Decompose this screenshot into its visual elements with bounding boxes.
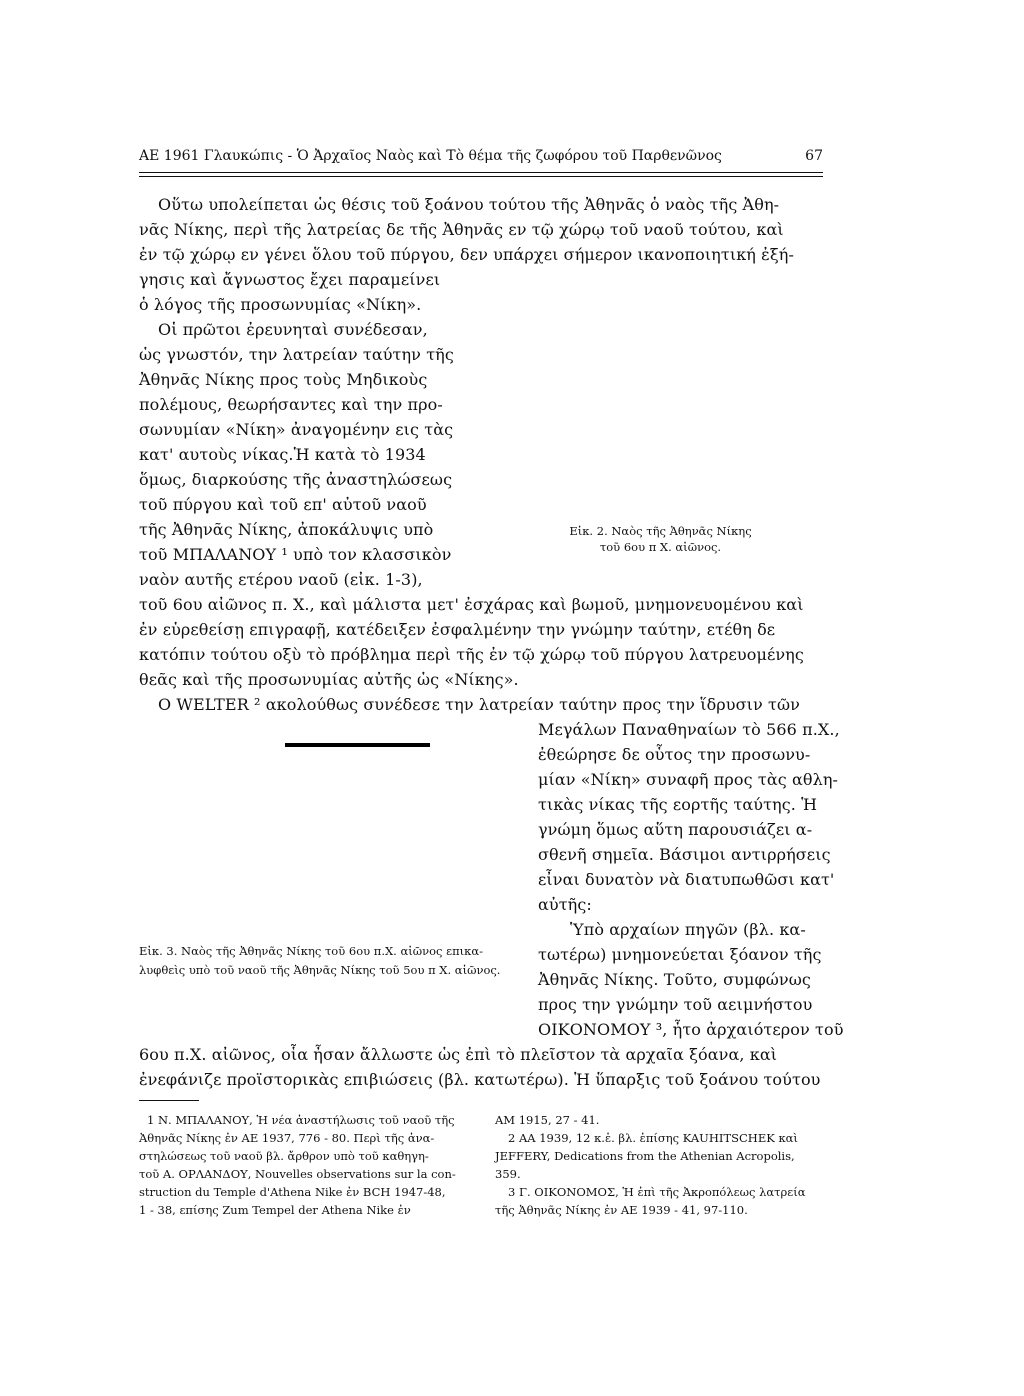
footnote-line: τῆς Ἀθηνᾶς Νίκης ἐν ΑΕ 1939 - 41, 97-110. (495, 1203, 748, 1217)
footnote-line: 1 - 38, επίσης Zum Tempel der Athena Nike ἐν (139, 1203, 411, 1217)
text-line: αὐτῆς: (538, 895, 592, 914)
text-line: μίαν «Νίκη» συναφῆ προς τὰς αθλη- (538, 770, 839, 789)
text-line: τωτέρω) μνημονεύεται ξόανον τῆς (538, 945, 822, 964)
text-line: σθενῆ σημεῖα. Βάσιμοι αντιρρήσεις (538, 845, 831, 864)
text-line: Οἱ πρῶτοι ἐρευνηταὶ συνέδεσαν, (158, 320, 428, 339)
header-rule (139, 172, 823, 173)
text-line: Ἀθηνᾶς Νίκης. Τοῦτο, συμφώνως (538, 970, 811, 989)
text-line: κατ' αυτοὺς νίκας.Ἡ κατὰ τὸ 1934 (139, 445, 426, 464)
footnote-line: τοῦ Α. ΟΡΛΑΝΔΟΥ, Nouvelles observations sur la con- (139, 1167, 456, 1181)
text-line: εἶναι δυνατὸν νὰ διατυπωθῶσι κατ' (538, 870, 835, 889)
text-line: τῆς Ἀθηνᾶς Νίκης, ἀποκάλυψις υπὸ (139, 520, 434, 539)
text-line: Οὕτω υπολείπεται ὡς θέσις τοῦ ξοάνου τούτου τῆς Ἀθηνᾶς ὁ ναὸς τῆς Ἀθη- (158, 195, 780, 214)
text-line: κατόπιν τούτου οξὺ τὸ πρόβλημα περὶ τῆς ἐν τῷ χώρῳ τοῦ πύργου λατρευομένης (139, 645, 804, 664)
text-line: Ἀθηνᾶς Νίκης προς τοὺς Μηδικοὺς (139, 370, 428, 389)
text-line: ἐθεώρησε δε οὗτος την προσωνυ- (538, 745, 811, 764)
text-line: ναὸν αυτῆς ετέρου ναοῦ (εἰκ. 1-3), (139, 570, 423, 589)
text-line: 6ου π.Χ. αἰῶνος, οἷα ἦσαν ἄλλωστε ὡς ἐπὶ τὸ πλεῖστον τὰ αρχαῖα ξόανα, καὶ (139, 1045, 778, 1064)
footnote-rule (139, 1100, 199, 1101)
text-line: ἐν τῷ χώρῳ εν γένει ὅλου τοῦ πύργου, δεν υπάρχει σήμερον ικανοποιητική ἐξή- (139, 245, 794, 264)
text-line: προς την γνώμην τοῦ αειμνήστου (538, 995, 813, 1014)
text-line: Ο WELTER ² ακολούθως συνέδεσε την λατρείαν ταύτην προς την ἵδρυσιν τῶν (158, 695, 800, 714)
caption-line: τοῦ 6ου π Χ. αἰῶνος. (599, 540, 722, 554)
text-line: πολέμους, θεωρήσαντες καὶ την προ- (139, 395, 443, 414)
text-line: τικὰς νίκας τῆς εορτῆς ταύτης. Ἡ (538, 795, 818, 814)
text-line: Μεγάλων Παναθηναίων τὸ 566 π.Χ., (538, 720, 840, 739)
footnote-line: Ἀθηνᾶς Νίκης ἐν ΑΕ 1937, 776 - 80. Περὶ τῆς ἀνα- (139, 1131, 435, 1145)
footnote-line: struction du Temple d'Athena Nike ἐν BCH 1947-48, (139, 1185, 446, 1199)
page-number: 67 (805, 148, 823, 164)
text-line: τοῦ πύργου καὶ τοῦ επ' αὐτοῦ ναοῦ (139, 495, 427, 514)
figure-3-caption (139, 942, 501, 980)
text-line: θεᾶς καὶ τῆς προσωνυμίας αὐτῆς ὡς «Νίκης». (139, 670, 519, 689)
header-rule-2 (139, 176, 823, 177)
text-line: ὅμως, διαρκούσης τῆς ἀναστηλώσεως (139, 470, 453, 489)
figure-3-photo-edge (285, 743, 430, 747)
text-line: νᾶς Νίκης, περὶ τῆς λατρείας δε τῆς Ἀθηνᾶς εν τῷ χώρῳ τοῦ ναοῦ τούτου, καὶ (139, 220, 784, 239)
header-title: ΑΕ 1961 Γλαυκώπις - Ὁ Ἀρχαῖος Ναὸς καὶ Τὸ θέμα τῆς ζωφόρου τοῦ Παρθενῶνος (139, 148, 722, 164)
text-line: τοῦ 6ου αἰῶνος π. Χ., καὶ μάλιστα μετ' ἐσχάρας καὶ βωμοῦ, μνημονευομένου καὶ (139, 595, 804, 614)
text-line: γησις καὶ ἄγνωστος ἔχει παραμείνει (139, 270, 441, 289)
caption-line: Εἰκ. 2. Ναὸς τῆς Ἀθηνᾶς Νίκης (569, 524, 752, 538)
caption-line: λυφθεὶς υπὸ τοῦ ναοῦ τῆς Ἀθηνᾶς Νίκης τοῦ 5ου π Χ. αἰῶνος. (139, 963, 501, 977)
text-line: ὡς γνωστόν, την λατρείαν ταύτην τῆς (139, 345, 454, 364)
footnote-line: 1 Ν. ΜΠΑΛΑΝΟΥ, Ἡ νέα ἀναστήλωσις τοῦ ναοῦ τῆς (147, 1113, 455, 1127)
running-header (139, 148, 823, 170)
footnote-line: 359. (495, 1167, 521, 1181)
footnote-line: 3 Γ. ΟΙΚΟΝΟΜΟΣ, Ἡ ἐπὶ τῆς Ἀκροπόλεως λατρεία (508, 1185, 806, 1199)
text-line: γνώμη ὅμως αὕτη παρουσιάζει α- (538, 820, 813, 839)
text-line: τοῦ ΜΠΑΛΑΝΟΥ ¹ υπὸ τον κλασσικὸν (139, 545, 452, 564)
text-line: ὁ λόγος τῆς προσωνυμίας «Νίκη». (139, 295, 422, 314)
text-line: Ὑπὸ αρχαίων πηγῶν (βλ. κα- (570, 920, 806, 939)
text-line: σωνυμίαν «Νίκη» ἀναγομένην εις τὰς (139, 420, 454, 439)
text-line: ἐν εὑρεθείσῃ επιγραφῇ, κατέδειξεν ἐσφαλμένην την γνώμην ταύτην, ετέθη δε (139, 620, 776, 639)
footnote-line: ΑΜ 1915, 27 - 41. (495, 1113, 600, 1127)
footnote-line: 2 ΑΑ 1939, 12 κ.ἑ. βλ. ἐπίσης KAUHITSCHEK καὶ (508, 1131, 798, 1145)
footnote-line: JEFFERY, Dedications from the Athenian Acropolis, (495, 1149, 795, 1163)
caption-line: Εἰκ. 3. Ναὸς τῆς Ἀθηνᾶς Νίκης τοῦ 6ου π.Χ. αἰῶνος επικα- (139, 944, 484, 958)
text-line: ΟΙΚΟΝΟΜΟΥ ³, ἦτο ἀρχαιότερον τοῦ (538, 1020, 844, 1039)
figure-2-caption (553, 523, 768, 555)
footnote-line: στηλώσεως τοῦ ναοῦ βλ. ἄρθρον υπὸ τοῦ καθηγη- (139, 1149, 429, 1163)
text-line: ἐνεφάνιζε προϊστορικὰς επιβιώσεις (βλ. κατωτέρω). Ἡ ὕπαρξις τοῦ ξοάνου τούτου (139, 1070, 821, 1089)
